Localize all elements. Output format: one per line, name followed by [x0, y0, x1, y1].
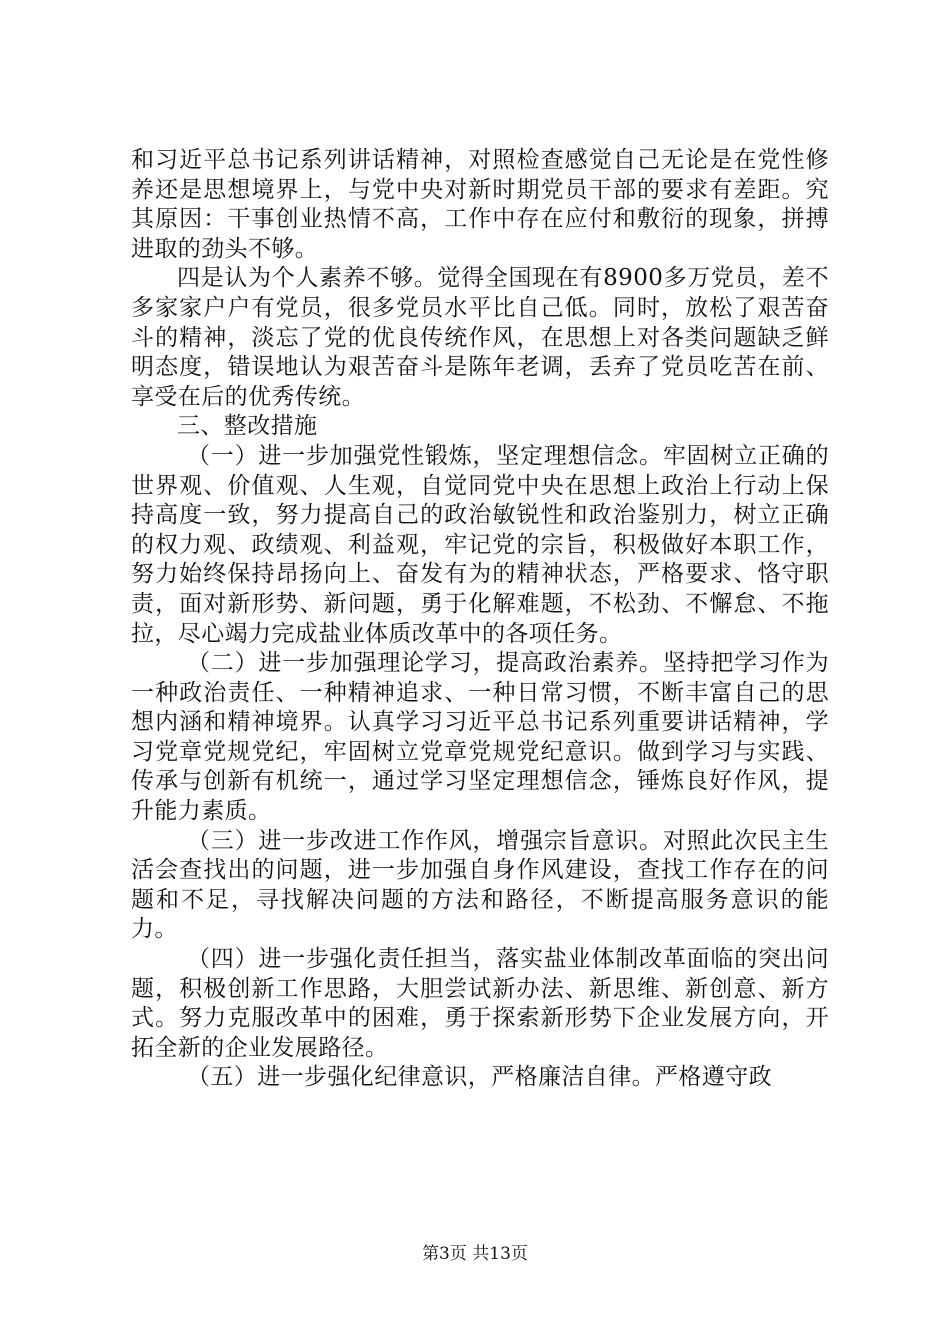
section-heading: 三、整改措施 [177, 413, 318, 440]
paragraph-measure-1: （一）进一步加强党性锻炼，坚定理想信念。牢固树立正确的世界观、价值观、人生观，自觉同党中央在思想上政治上行动上保持高度一致，努力提高自己的政治敏锐性和政治鉴别力，树立正确的权力观、政绩观、利益观，牢记党的宗旨，积极做好本职工作，努力始终保持昂扬向上、奋发有为的精神状态，严格要求、恪守职责，面对新形势、新问题，勇于化解难题，不松劲、不懈怠、不拖拉，尽心竭力完成盐业体质改革中的各项任务。 [131, 442, 829, 647]
page-footer: 第3页 共13页 [422, 1244, 528, 1264]
paragraph-measure-5: （五）进一步强化纪律意识，严格廉洁自律。严格遵守政 [187, 1064, 772, 1091]
paragraph-measure-3: （三）进一步改进工作作风，增强宗旨意识。对照此次民主生活会查找出的问题，进一步加强自身作风建设，查找工作存在的问题和不足，寻找解决问题的方法和路径，不断提高服务意识的能力。 [131, 827, 829, 943]
paragraph-measure-4: （四）进一步强化责任担当，落实盐业体制改革面临的突出问题，积极创新工作思路，大胆尝试新办法、新思维、新创意、新方式。努力克服改革中的困难，勇于探索新形势下企业发展方向，开拓全新的企业发展路径。 [131, 946, 829, 1061]
paragraph-2: 四是认为个人素养不够。觉得全国现在有8900多万党员，差不多家家户户有党员，很多党员水平比自己低。同时，放松了艰苦奋斗的精神，淡忘了党的优良传统作风，在思想上对各类问题缺乏鲜明态度，错误地认为艰苦奋斗是陈年老调，丢弃了党员吃苦在前、享受在后的优秀传统。 [131, 265, 829, 410]
document-body [131, 146, 829, 1093]
paragraph-measure-2: （二）进一步加强理论学习，提高政治素养。坚持把学习作为一种政治责任、一种精神追求、一种日常习惯，不断丰富自己的思想内涵和精神境界。认真学习习近平总书记系列重要讲话精神，学习党章党规党纪，牢固树立党章党规党纪意识。做到学习与实践、传承与创新有机统一，通过学习坚定理想信念，锤炼良好作风，提升能力素质。 [131, 650, 829, 825]
paragraph-1: 和习近平总书记系列讲话精神，对照检查感觉自己无论是在党性修养还是思想境界上，与党中央对新时期党员干部的要求有差距。究其原因：干事创业热情不高，工作中存在应付和敷衍的现象，拼搏进取的劲头不够。 [131, 147, 829, 262]
